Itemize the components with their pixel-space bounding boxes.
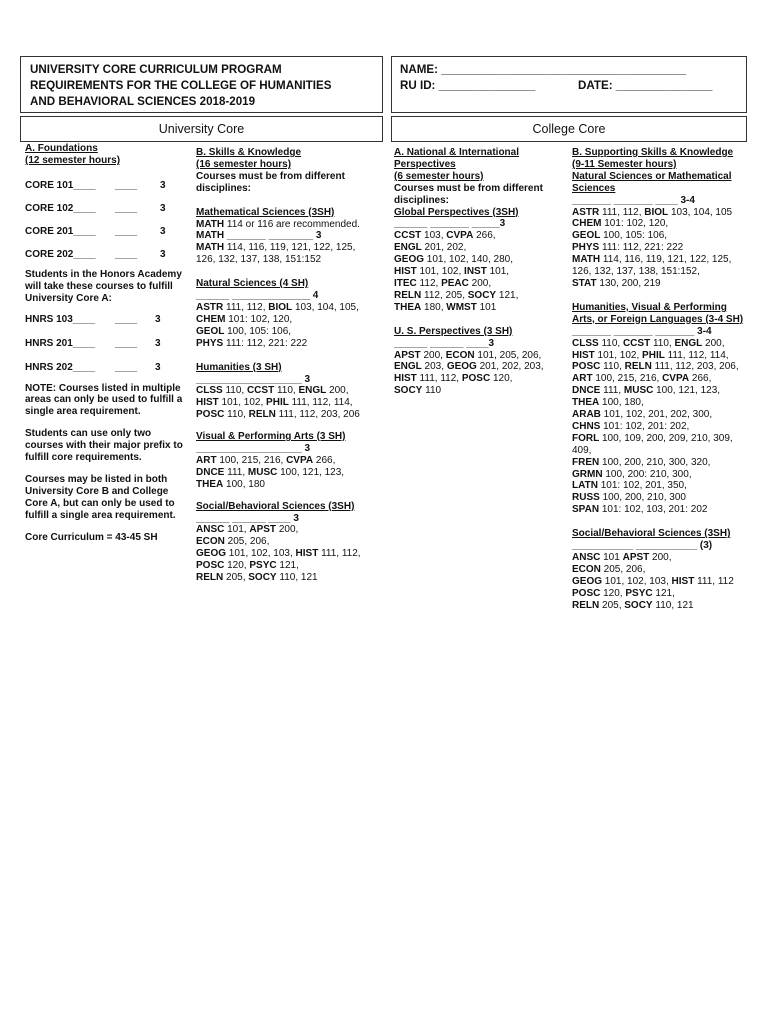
text-line: APST 200, ECON 101, 205, 206, — [394, 349, 542, 361]
hnrs-202-row: HNRS 202____ ____ 3 — [25, 361, 161, 373]
global-title: Global Perspectives (3SH) — [394, 206, 519, 218]
text-line: ASTR 111, 112, BIOL 103, 104, 105 — [572, 206, 733, 218]
text-line: University Core B and College — [25, 485, 169, 497]
text-line: STAT 130, 200, 219 — [572, 277, 661, 289]
text-line: 126, 132, 137, 138, 151:152, — [572, 266, 700, 278]
humanities-line[interactable]: ___________________ 3 — [196, 373, 311, 385]
text-line: B. Supporting Skills & Knowledge — [572, 147, 734, 158]
student-info-box — [391, 56, 747, 113]
text-line: ECON 205, 206, — [196, 536, 270, 548]
text-line: FREN 100, 200, 210, 300, 320, — [572, 456, 711, 468]
text-line: GEOG 101, 102, 103, HIST 111, 112, — [196, 548, 361, 560]
spacer — [25, 238, 190, 249]
text-line: SPAN 101: 102, 103, 201: 202 — [572, 504, 708, 516]
text-line: ENGL 201, 202, — [394, 242, 467, 254]
text-line: Core A, but can only be used to — [25, 497, 175, 509]
text-line: RELN 205, SOCY 110, 121 — [572, 599, 694, 611]
text-line: Courses must be from different — [196, 170, 345, 182]
text-line: PHYS 111: 112, 221: 222 — [196, 337, 308, 349]
text-line: Arts, or Foreign Languages (3-4 SH) — [572, 313, 744, 325]
text-line: (9-11 Semester hours) — [572, 158, 677, 170]
college-core-header: College Core — [391, 116, 747, 142]
spacer — [196, 195, 386, 207]
date-field[interactable]: DATE: _______________ — [578, 79, 713, 92]
text-line: Courses must be from different — [394, 182, 543, 194]
spacer — [25, 167, 190, 180]
natsci-line[interactable]: ______ ______________ 4 — [196, 290, 319, 302]
text-line: courses with their major prefix to — [25, 440, 183, 452]
perspectives-column — [394, 147, 564, 397]
text-line: GEOG 101, 102, 140, 280, — [394, 254, 513, 266]
honors-note — [25, 269, 190, 305]
spacer — [25, 522, 190, 532]
text-line: single area requirement. — [25, 406, 141, 418]
foundations-column — [25, 143, 190, 544]
us-line[interactable]: ______ ______ ____3 — [394, 337, 495, 349]
major-prefix-note — [25, 428, 190, 464]
text-line: GEOG 101, 102, 103, HIST 111, 112 — [572, 575, 734, 587]
core-102-row: CORE 102____ ____ 3 — [25, 202, 166, 214]
name-field[interactable]: NAME: ______________________________________ — [400, 63, 687, 76]
text-line: ARAB 101, 102, 201, 202, 300, — [572, 409, 713, 421]
text-line: University Core A: — [25, 292, 112, 304]
spacer — [196, 350, 386, 362]
hnrs-103-row: HNRS 103____ ____ 3 — [25, 313, 161, 325]
core-total: Core Curriculum = 43-45 SH — [25, 531, 158, 543]
sbs-line[interactable]: ______ ______ ____ 3 — [196, 512, 299, 524]
dual-listing-note — [25, 474, 190, 522]
text-line: A. Foundations — [25, 143, 98, 154]
text-line: DNCE 111, MUSC 100, 121, 123, — [196, 466, 345, 478]
text-line: MATH 114 or 116 are recommended. — [196, 218, 360, 230]
sbs-title: Social/Behavioral Sciences (3SH) — [196, 500, 355, 512]
supporting-skills-column — [572, 147, 762, 612]
text-line: Students in the Honors Academy — [25, 268, 182, 280]
text-line: HIST 101, 102, INST 101, — [394, 266, 510, 278]
text-line: ART 100, 215, 216, CVPA 266, — [572, 373, 712, 385]
text-line: Perspectives — [394, 158, 456, 170]
hnrs-201-row: HNRS 201____ ____ 3 — [25, 337, 161, 349]
text-line: POSC 120, PSYC 121, — [196, 560, 299, 572]
core-202-row: CORE 202____ ____ 3 — [25, 248, 166, 260]
spacer — [25, 261, 190, 269]
text-line: HIST 111, 112, POSC 120, — [394, 373, 513, 385]
text-line: ENGL 203, GEOG 201, 202, 203, — [394, 361, 544, 373]
spacer — [25, 464, 190, 474]
text-line: GEOL 100, 105: 106, — [572, 230, 668, 242]
text-line: HIST 101, 102, PHIL 111, 112, 114, — [196, 397, 353, 409]
skills-knowledge-column — [196, 147, 386, 584]
text-line: Natural Sciences or Mathematical — [572, 170, 732, 182]
text-line: CHEM 101: 102, 120, — [572, 218, 669, 230]
text-line: CCST 103, CVPA 266, — [394, 230, 496, 242]
spacer — [25, 374, 190, 383]
col4-sbs-title: Social/Behavioral Sciences (3SH) — [572, 528, 731, 540]
text-line: THEA 180, WMST 101 — [394, 301, 497, 313]
text-line: RELN 205, SOCY 110, 121 — [196, 572, 318, 584]
text-line: ANSC 101, APST 200, — [196, 524, 299, 536]
text-line: will take these courses to fulfill — [25, 280, 173, 292]
text-line: Humanities, Visual & Performing — [572, 301, 727, 313]
spacer — [25, 192, 190, 203]
spacer — [25, 215, 190, 226]
text-line: 409, — [572, 444, 592, 456]
text-line: MATH 114, 116, 119, 121, 122, 125, — [196, 242, 356, 254]
text-line: GEOL 100, 105: 106, — [196, 325, 292, 337]
text-line: ITEC 112, PEAC 200, — [394, 277, 492, 289]
text-line: RUSS 100, 200, 210, 300 — [572, 492, 686, 504]
col4-sbs-line[interactable]: ___________ ___________ (3) — [572, 540, 713, 552]
text-line: disciplines: — [394, 194, 450, 206]
multiple-area-note — [25, 383, 190, 419]
natsci-title: Natural Sciences (4 SH) — [196, 278, 309, 290]
text-line: CLSS 110, CCST 110, ENGL 200, — [196, 385, 349, 397]
spacer — [196, 421, 386, 431]
ns-line[interactable]: _______ _______ ____ 3-4 — [572, 194, 695, 206]
text-line: POSC 110, RELN 111, 112, 203, 206 — [196, 409, 360, 421]
page-title: UNIVERSITY CORE CURRICULUM PROGRAM REQUIREMENTS FOR THE COLLEGE OF HUMANITIES AND BEHAVIORAL SCIENCES 2018-2019 — [30, 63, 332, 108]
hva-line[interactable]: _______ _______ _______ 3-4 — [572, 325, 712, 337]
global-line[interactable]: ______ _______ _____3 — [394, 218, 506, 230]
ruid-field[interactable]: RU ID: _______________ — [400, 79, 536, 92]
spacer — [25, 418, 190, 428]
text-line: (12 semester hours) — [25, 154, 121, 166]
spacer — [25, 326, 190, 338]
text-line: SOCY 110 — [394, 385, 442, 397]
text-line: HIST 101, 102, PHIL 111, 112, 114, — [572, 349, 729, 361]
text-line: POSC 120, PSYC 121, — [572, 587, 675, 599]
text-line: ASTR 111, 112, BIOL 103, 104, 105, — [196, 301, 359, 313]
spacer — [25, 305, 190, 314]
spacer — [394, 314, 564, 326]
text-line: fulfill a single area requirement. — [25, 509, 176, 521]
text-line: areas can only be used to fulfill a — [25, 394, 183, 406]
spacer — [572, 290, 762, 302]
text-line: THEA 100, 180, — [572, 397, 644, 409]
text-line: CLSS 110, CCST 110, ENGL 200, — [572, 337, 725, 349]
text-line: DNCE 111, MUSC 100, 121, 123, — [572, 385, 721, 397]
humanities-title: Humanities (3 SH) — [196, 361, 282, 373]
text-line: NOTE: Courses listed in multiple — [25, 382, 181, 394]
us-title: U. S. Perspectives (3 SH) — [394, 325, 513, 337]
math-title: Mathematical Sciences (3SH) — [196, 206, 335, 218]
text-line: Students can use only two — [25, 428, 152, 440]
vpa-title: Visual & Performing Arts (3 SH) — [196, 431, 346, 443]
text-line: FORL 100, 109, 200, 209, 210, 309, — [572, 432, 733, 444]
text-line: A. National & International — [394, 147, 520, 158]
text-line: GRMN 100, 200: 210, 300, — [572, 468, 692, 480]
text-line: CHNS 101: 102, 201: 202, — [572, 420, 690, 432]
spacer — [196, 266, 386, 278]
text-line: fulfill core requirements. — [25, 452, 142, 464]
text-line: ECON 205, 206, — [572, 563, 646, 575]
text-line: CHEM 101: 102, 120, — [196, 313, 293, 325]
vpa-line[interactable]: ___________________ 3 — [196, 443, 311, 455]
spacer — [196, 491, 386, 501]
text-line: (16 semester hours) — [196, 158, 292, 170]
text-line: THEA 100, 180 — [196, 478, 265, 490]
text-line: B. Skills & Knowledge — [196, 147, 302, 158]
text-line: MATH 114, 116, 119, 121, 122, 125, — [572, 254, 732, 266]
core-101-row: CORE 101____ ____ 3 — [25, 179, 166, 191]
text-line: RELN 112, 205, SOCY 121, — [394, 289, 519, 301]
core-201-row: CORE 201____ ____ 3 — [25, 225, 166, 237]
text-line: disciplines: — [196, 182, 252, 194]
university-core-header: University Core — [20, 116, 383, 142]
spacer — [572, 516, 762, 528]
text-line: Courses may be listed in both — [25, 473, 168, 485]
text-line: PHYS 111: 112, 221: 222 — [572, 242, 684, 254]
text-line: Sciences — [572, 182, 616, 194]
spacer — [25, 350, 190, 362]
text-line: 126, 132, 137, 138, 151:152 — [196, 254, 322, 266]
text-line: ANSC 101 APST 200, — [572, 552, 672, 563]
text-line: POSC 110, RELN 111, 112, 203, 206, — [572, 361, 739, 373]
text-line: (6 semester hours) — [394, 170, 484, 182]
math-line[interactable]: MATH _______ ________ 3 — [196, 230, 322, 242]
text-line: LATN 101: 102, 201, 350, — [572, 480, 687, 492]
title-box — [20, 56, 383, 113]
text-line: ART 100, 215, 216, CVPA 266, — [196, 454, 336, 466]
